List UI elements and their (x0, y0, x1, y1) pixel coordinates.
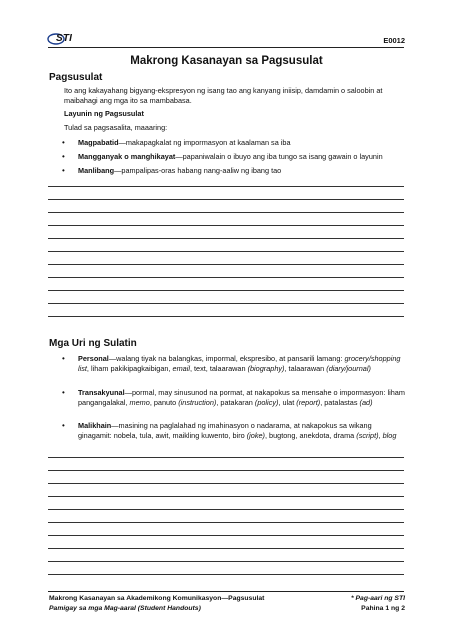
list-item: • Mangganyak o manghikayat—papaniwalain o ibuyo ang iba tungo sa isang gawain o layunin (62, 152, 383, 161)
writing-line (48, 548, 404, 549)
writing-line (48, 277, 404, 278)
footer-course-title: Makrong Kasanayan sa Akademikong Komunikasyon—Pagsusulat (49, 595, 265, 602)
writing-line (48, 483, 404, 484)
bullet-icon: • (62, 152, 65, 161)
logo-text: STI (56, 33, 73, 44)
writing-line (48, 225, 404, 226)
writing-line (48, 522, 404, 523)
document-code: E0012 (383, 36, 405, 45)
writing-line (48, 496, 404, 497)
writing-line (48, 186, 404, 187)
writing-line (48, 238, 404, 239)
writing-line (48, 290, 404, 291)
list-item: • Manlibang—pampalipas-oras habang nang-aaliw ng ibang tao (62, 166, 282, 175)
list-item: • Magpabatid—makapagkalat ng impormasyon at kaalaman sa iba (62, 138, 291, 147)
bullet-icon: • (62, 354, 65, 363)
writing-line (48, 535, 404, 536)
writing-line (48, 303, 404, 304)
writing-line (48, 470, 404, 471)
writing-line (48, 251, 404, 252)
bullet-icon: • (62, 421, 65, 430)
writing-line (48, 457, 404, 458)
bullet-icon: • (62, 166, 65, 175)
bullet-icon: • (62, 388, 65, 397)
footer-handout-label: Pamigay sa mga Mag-aaral (Student Handouts) (49, 605, 201, 612)
header-divider (48, 47, 404, 48)
bullet-icon: • (62, 138, 65, 147)
writing-line (48, 316, 404, 317)
list-item: • Personal—walang tiyak na balangkas, impormal, ekspresibo, at pansarili lamang: grocery/shopping list, liham pakikipagkaibigan, email, text, talaarawan (biography), talaarawan (diary/journal) (62, 354, 401, 373)
section-heading-uri: Mga Uri ng Sulatin (49, 338, 137, 349)
intro-paragraph: Ito ang kakayahang bigyang-ekspresyon ng isang tao ang kanyang iniisip, damdamin o saloobin at maibahagi ang mga ito sa mambabasa. (64, 86, 383, 105)
writing-line (48, 574, 404, 575)
footer-ownership: * Pag-aari ng STI (350, 595, 405, 602)
writing-line (48, 212, 404, 213)
list-item: • Malikhain—masining na paglalahad ng imahinasyon o nadarama, at nakapokus sa wikang ginagamit: nobela, tula, awit, maikling kuwento, biro (joke), bugtong, anekdota, drama (script), blog (62, 421, 397, 440)
writing-line (48, 264, 404, 265)
footer-divider (48, 591, 404, 592)
writing-line (48, 561, 404, 562)
footer-page-number: Pahina 1 ng 2 (361, 605, 405, 612)
lead-text: Tulad sa pagsasalita, maaaring: (64, 123, 168, 132)
subheading-layunin: Layunin ng Pagsusulat (64, 109, 144, 118)
writing-line (48, 199, 404, 200)
page-title: Makrong Kasanayan sa Pagsusulat (130, 55, 323, 67)
section-heading-pagsusulat: Pagsusulat (49, 72, 103, 83)
writing-line (48, 509, 404, 510)
list-item: • Transakyunal—pormal, may sinusunod na pormat, at nakapokus sa mensahe o impormasyon: liham pangangalakal, memo, panuto (instruction), patakaran (policy), ulat (report), patalastas (ad) (62, 388, 405, 407)
